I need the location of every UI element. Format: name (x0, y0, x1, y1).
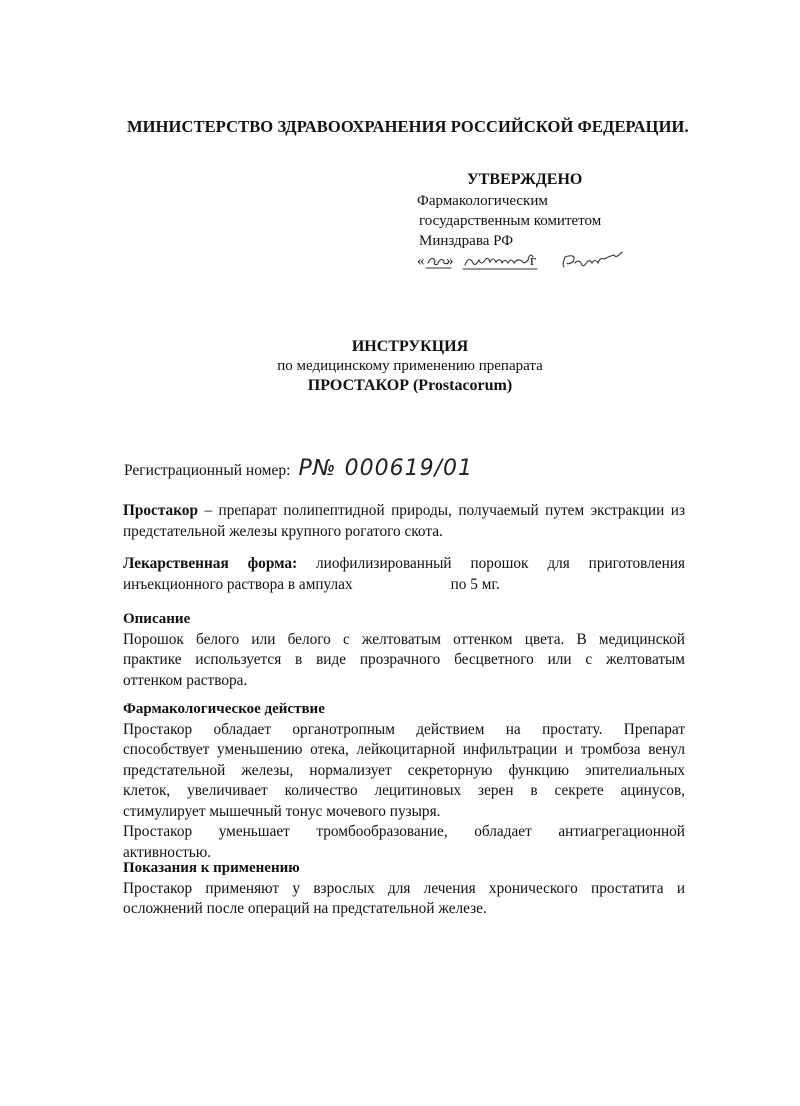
dosage-form-label: Лекарственная форма: (123, 555, 298, 572)
intro-paragraph (123, 501, 685, 542)
approval-line: Фармакологическим (417, 193, 548, 209)
dosage-form-text: по 5 мг. (450, 575, 500, 593)
section-line: клеток, увеличивает количество лецитиновых зерен в секрете ацинусов, (123, 782, 685, 799)
drug-name: ПРОСТАКОР (Prostacorum) (307, 377, 513, 394)
date-year-suffix: г (530, 253, 537, 269)
approval-title: УТВЕРЖДЕНО (467, 171, 583, 188)
registration-number: Р№ 000619/01 (298, 456, 473, 481)
dosage-form-text: лиофилизированный порошок для приготовления (297, 555, 685, 572)
document-title-block (0, 338, 800, 395)
registration-number-row (124, 456, 473, 481)
handwritten-date-and-signature (425, 249, 665, 273)
approval-line: Минздрава РФ (419, 233, 514, 249)
dosage-form-text: инъекционного раствора в ампулах (123, 575, 353, 593)
approval-line: государственным комитетом (419, 213, 602, 229)
section-line: оттенком раствора. (123, 671, 248, 689)
registration-label: Регистрационный номер: (124, 462, 291, 479)
section-heading: Фармакологическое действие (123, 701, 325, 717)
section-heading: Описание (123, 611, 191, 627)
date-close-quote: » (446, 253, 454, 269)
section-line: активностью. (123, 843, 212, 861)
document-subtitle: по медицинскому применению препарата (277, 358, 543, 374)
section-line: стимулирует мышечный тонус мочевого пузыря. (123, 802, 441, 820)
section-line: Порошок белого или белого с желтоватым оттенком цвета. В медицинской (123, 630, 685, 648)
intro-text: – препарат полипептидной природы, получаемый путем экстракции из (197, 502, 685, 519)
section-indications (123, 858, 685, 920)
section-line: способствует уменьшению отека, лейкоцитарной инфильтрации и тромбоза венул (123, 741, 685, 758)
ministry-header: МИНИСТЕРСТВО ЗДРАВООХРАНЕНИЯ РОССИЙСКОЙ ФЕДЕРАЦИИ. (127, 117, 689, 136)
approval-date (417, 251, 601, 273)
intro-text: предстательной железы крупного рогатого скота. (123, 522, 443, 540)
intro-drug-name: Простакор (123, 502, 198, 519)
section-description (123, 609, 685, 691)
section-line: Простакор применяют у взрослых для лечения хронического простатита и (123, 879, 685, 897)
approval-block (417, 170, 601, 273)
dosage-form-paragraph (123, 554, 685, 595)
date-open-quote: « (417, 253, 425, 269)
section-line: Простакор уменьшает тромбообразование, обладает антиагрегационной (123, 823, 685, 840)
section-line: Простакор обладает органотропным действием на простату. Препарат (123, 720, 685, 738)
section-heading: Показания к применению (123, 860, 300, 876)
section-line: предстательной железы, нормализует секреторную функцию эпителиальных (123, 761, 685, 779)
section-line: осложнений после операций на предстательной железе. (123, 900, 487, 917)
document-title: ИНСТРУКЦИЯ (351, 338, 469, 355)
section-pharmacology (123, 699, 685, 863)
section-line: практике используется в виде прозрачного бесцветного или с желтоватым (123, 651, 685, 668)
